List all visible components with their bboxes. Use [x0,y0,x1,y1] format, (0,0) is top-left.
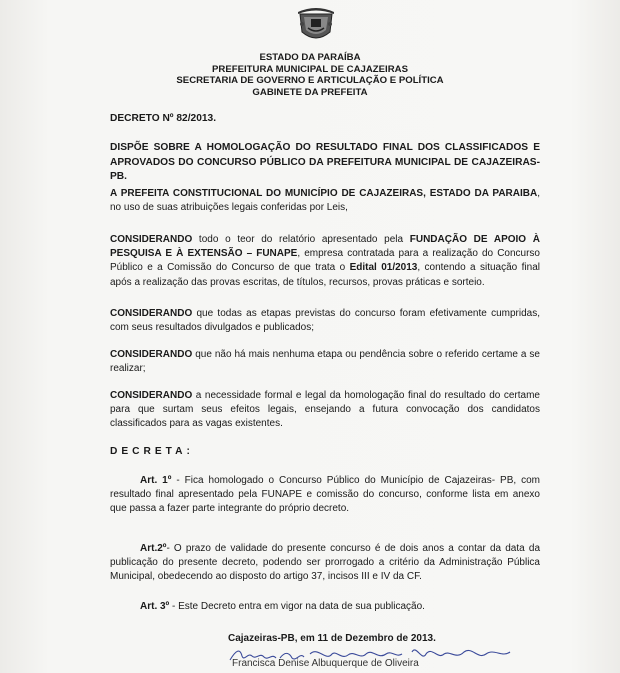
article-text: - Este Decreto entra em vigor na data de sua publicação. [169,601,425,612]
considerando-paragraph-4 [110,389,540,432]
considerando-keyword: CONSIDERANDO [110,308,193,319]
considerando-text: todo o teor do relatório apresentado pela [192,234,410,245]
header-prefeitura: PREFEITURA MUNICIPAL DE CAJAZEIRAS [212,63,408,75]
considerando-text: , contendo a situação final após a realização das provas escritas, de títulos, recursos, provas práticas e sorteio. [110,262,540,288]
considerando-text: que não há mais nenhuma etapa ou pendência sobre o referido certame a se realizar; [110,349,540,375]
considerando-text: que todas as etapas previstas do concurso foram efetivamente cumpridas, com seus resultados divulgados e publicados; [110,308,540,334]
preamble-text: , no uso de suas atribuições legais conferidas por Leis, [110,188,540,214]
article-text: - Fica homologado o Concurso Público do Município de Cajazeiras- PB, com resultado final apresentado pela FUNAPE e comissão do concurso, conforme lista em anexo que passa a fazer parte integrante do próprio decreto. [110,475,541,515]
header-state: ESTADO DA PARAÍBA [259,52,361,63]
considerando-keyword: CONSIDERANDO [110,234,193,245]
header-secretaria: SECRETARIA DE GOVERNO E ARTICULAÇÃO E POLÍTICA [176,75,444,86]
article-label: Art. 3º [140,601,170,612]
article-2 [110,542,540,585]
decree-subject: DISPÕE SOBRE A HOMOLOGAÇÃO DO RESULTADO FINAL DOS CLASSIFICADOS E APROVADOS DO CONCURSO PÚBLICO DA PREFEITURA MUNICIPAL DE CAJAZEIRAS- PB. [110,142,540,182]
considerando-paragraph-2 [110,307,540,335]
decreta-heading: DECRETA: [110,446,194,457]
considerando-text: a necessidade formal e legal da homologação final do resultado do certame para que surtam seus efeitos legais, ensejando a futura convocação dos candidatos classificados para as vagas existentes. [110,390,540,430]
considerando-paragraph-1 [110,233,540,290]
considerando-text: , empresa contratada para a realização do Concurso Público e a Comissão do Concurso de que trata o [110,248,540,274]
header-gabinete: GABINETE DA PREFEITA [252,86,368,98]
article-3 [110,600,540,614]
funape-name: FUNDAÇÃO DE APOIO À PESQUISA E À EXTENSÃO – FUNAPE [110,234,540,260]
preamble-authority: A PREFEITA CONSTITUCIONAL DO MUNICÍPIO DE CAJAZEIRAS, ESTADO DA PARAIBA [110,188,538,199]
considerando-keyword: CONSIDERANDO [110,349,193,360]
article-text: - O prazo de validade do presente concurso é de dois anos a contar da data da publicação do presente decreto, podendo ser prorrogado a critério da Administração Pública Municipal, obedecendo ao disposto do artigo 37, incisos III e IV da CF. [110,543,540,583]
signer-name: Francisca Denise Albuquerque de Oliveira [232,658,419,669]
considerando-paragraph-3 [110,348,540,376]
preamble-paragraph [110,187,540,215]
place-and-date: Cajazeiras-PB, em 11 de Dezembro de 2013. [228,633,436,644]
edital-number: Edital 01/2013 [349,262,418,274]
considerando-keyword: CONSIDERANDO [110,390,193,401]
article-1 [110,474,540,517]
decree-number: DECRETO Nº 82/2013. [110,113,217,124]
article-label: Art.2º [140,543,167,554]
document-header [120,52,500,98]
article-label: Art. 1º [140,475,172,486]
coat-of-arms-icon [294,4,338,44]
